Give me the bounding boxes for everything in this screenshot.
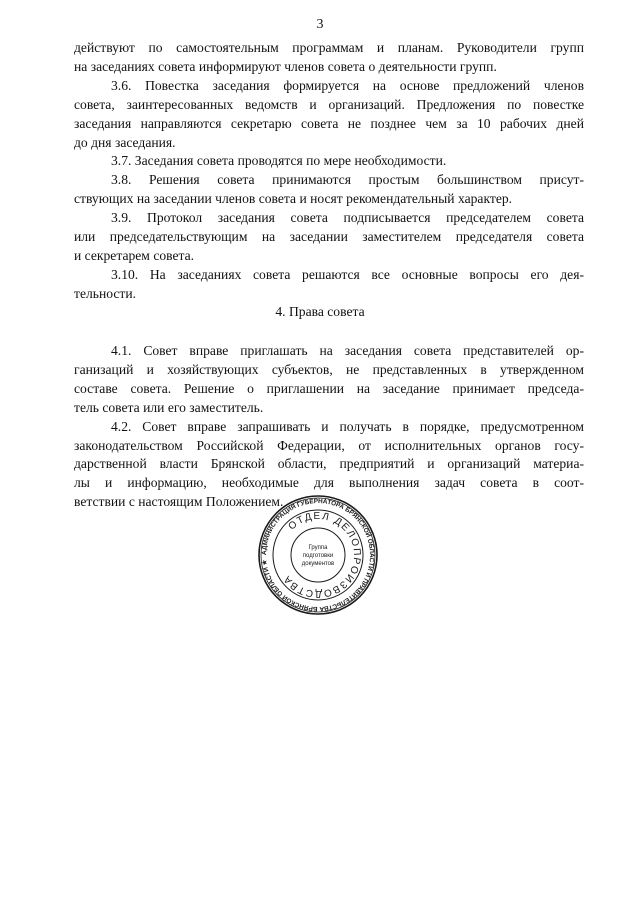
text-line: до дня заседания.	[74, 134, 176, 150]
paragraphs-section-4	[74, 342, 584, 512]
text-line: 3.6. Повестка заседания формируется на основе предложений членов	[111, 77, 584, 93]
svg-text:подготовки: подготовки	[302, 553, 334, 559]
text-line: 3.8. Решения совета принимаются простым большинством присут-	[111, 172, 584, 188]
text-line: на заседаниях совета информируют членов совета о деятельности групп.	[74, 58, 497, 74]
text-line: и секретарем совета.	[74, 247, 195, 263]
svg-text:АДМИНИСТРАЦИЯ ГУБЕРНАТОРА БРЯН: АДМИНИСТРАЦИЯ ГУБЕРНАТОРА БРЯНСКОЙ ОБЛАСТИ И ПРАВИТЕЛЬСТВА БРЯНСКОЙ ОБЛАСТИ ★	[260, 497, 376, 613]
page-number: 3	[316, 17, 324, 32]
svg-text:ОТДЕЛ ДЕЛОПРОИЗВОДСТВА: ОТДЕЛ ДЕЛОПРОИЗВОДСТВА	[281, 510, 363, 600]
svg-text:документов: документов	[301, 561, 335, 567]
section-heading: 4. Права совета	[275, 304, 365, 319]
text-line: 3.7. Заседания совета проводятся по мере необходимости.	[111, 153, 447, 169]
text-line: ветствии с настоящим Положением.	[74, 494, 284, 510]
text-line: заседания направляются секретарю совета не позднее чем за 10 рабочих дней	[74, 115, 584, 131]
text-line: составе совета. Решение о приглашении на заседание принимает председа-	[74, 380, 584, 396]
text-line: ствующих на заседании членов совета и носят рекомендательный характер.	[74, 191, 513, 207]
seal-graphic	[257, 494, 379, 616]
text-line: 4.2. Совет вправе запрашивать и получать в порядке, предусмотренном	[111, 418, 584, 434]
text-line: тельности.	[74, 285, 137, 301]
text-line: или председательствующим на заседании заместителем председателя совета	[74, 229, 584, 245]
text-line: лы и информацию, необходимые для выполнения задач совета в соот-	[74, 475, 584, 491]
text-line: законодательством Российской Федерации, от исполнительных органов госу-	[74, 437, 584, 453]
svg-text:Группа: Группа	[308, 545, 328, 551]
paragraphs-section-3	[74, 39, 584, 304]
text-line: 3.10. На заседаниях совета решаются все основные вопросы его дея-	[111, 266, 584, 282]
text-line: 4.1. Совет вправе приглашать на заседания совета представителей ор-	[111, 343, 584, 358]
text-line: ганизаций и хозяйствующих субъектов, не представленных в утвержденном	[74, 361, 584, 377]
text-line: дарственной власти Брянской области, предприятий и организаций материа-	[74, 456, 584, 472]
text-line: совета, заинтересованных ведомств и организаций. Предложения по повестке	[74, 96, 584, 112]
text-line: 3.9. Протокол заседания совета подписывается председателем совета	[111, 210, 584, 226]
text-line: действуют по самостоятельным программам и планам. Руководители групп	[74, 40, 584, 55]
official-seal-stamp	[257, 494, 379, 616]
text-line: тель совета или его заместитель.	[74, 399, 264, 415]
